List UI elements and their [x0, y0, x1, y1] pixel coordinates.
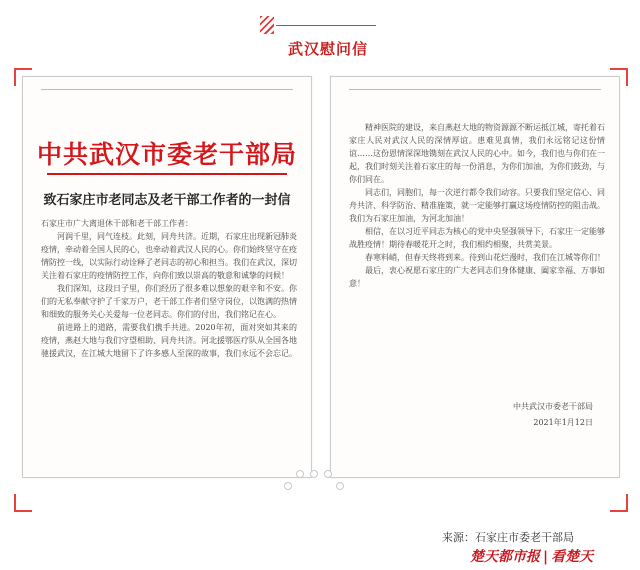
indicator-dot: [310, 470, 318, 478]
letter-paragraph: 相信，在以习近平同志为核心的党中央坚强领导下，石家庄一定能够战胜疫情！期待春暖花开之时，我们相约相聚，共赏美景。: [349, 227, 605, 249]
signature-org: 中共武汉市委老干部局: [513, 402, 593, 411]
header-stripe-decoration: [260, 16, 274, 34]
source-credit: 来源：石家庄市委老干部局: [442, 531, 574, 544]
letter-paragraph: 最后，衷心祝愿石家庄的广大老同志们身体健康、阖家幸福、万事如意！: [349, 266, 605, 288]
brand-name-chutian-metropolis: 楚天都市报: [470, 549, 540, 565]
section-header: [260, 16, 380, 56]
page-indicator-dots: [282, 468, 360, 498]
letter-paragraph: 精神医院的建设，来自燕赵大地的物资源源不断运抵江城，寄托着石家庄人民对武汉人民的深情厚谊。患难见真情，我们永远铭记这份情谊……这份恩情深深地镌刻在武汉人民的心中。如今，我们也与你们在一起，我们时刻关注着石家庄的每一份消息，为你们加油，为你们鼓劲，与你们同在。: [349, 123, 605, 184]
brand-separator: |: [543, 549, 549, 565]
signature-date: 2021年1月12日: [533, 418, 593, 427]
letter-paragraph: 河润千里，同气连枝。此刻，同舟共济。近期，石家庄出现新冠肺炎疫情，牵动着全国人民的心，也牵动着武汉人民的心。你们始终坚守在疫情防控一线，以实际行动诠释了老同志的初心和担当。我们在武汉，深切关注着石家庄的疫情防控工作，向你们致以崇高的敬意和诚挚的问候！: [41, 232, 297, 280]
frame-corner-bottom-right: [610, 494, 628, 512]
letter-title: 致石家庄市老同志及老干部工作者的一封信: [43, 193, 291, 208]
letter-paragraph: 春寒料峭，但春天终将到来。待到山花烂漫时，我们在江城等你们！: [365, 253, 605, 262]
indicator-dot: [324, 470, 332, 478]
letter-page-2: [330, 76, 620, 478]
indicator-dot: [284, 482, 292, 490]
letterhead-red-rule: [47, 173, 287, 175]
letter-body-page-1: [41, 217, 297, 467]
letter-paragraph: 我们深知，这段日子里，你们经历了很多难以想象的艰辛和不安。你们的无私奉献守护了千家万户，老干部工作者们坚守岗位，以饱满的热情和细致的服务关心关爱每一位老同志。你们的付出，我们铭记在心。: [41, 284, 297, 319]
letter-paragraph: 前进路上的道路，需要我们携手共进。2020年初，面对突如其来的疫情，燕赵大地与我们守望相助、同舟共济。河北援鄂医疗队从全国各地驰援武汉，在江城大地留下了许多感人至深的故事，我们永远不会忘记。: [41, 323, 297, 358]
page-top-rule: [41, 89, 293, 90]
indicator-dot: [336, 482, 344, 490]
letter-salutation: 石家庄市广大离退休干部和老干部工作者：: [41, 219, 193, 228]
brand-logo: [470, 546, 636, 566]
letter-signature: [453, 399, 593, 431]
indicator-dot: [296, 470, 304, 478]
letter-page-1: [22, 76, 312, 478]
section-header-label: 武汉慰问信: [287, 40, 368, 58]
brand-name-kan-chutian: 看楚天: [551, 549, 594, 565]
letter-paragraph: 同志们，同胞们，每一次逆行都令我们动容。只要我们坚定信心、同舟共济、科学防治、精准施策，就一定能够打赢这场疫情防控的阻击战。我们为石家庄加油，为河北加油！: [349, 188, 605, 223]
letter-body-page-2: [349, 121, 605, 391]
frame-corner-bottom-left: [14, 494, 32, 512]
letter-org-title: 中共武汉市委老干部局: [36, 140, 297, 169]
page-top-rule: [349, 89, 601, 90]
header-divider: [276, 25, 376, 26]
